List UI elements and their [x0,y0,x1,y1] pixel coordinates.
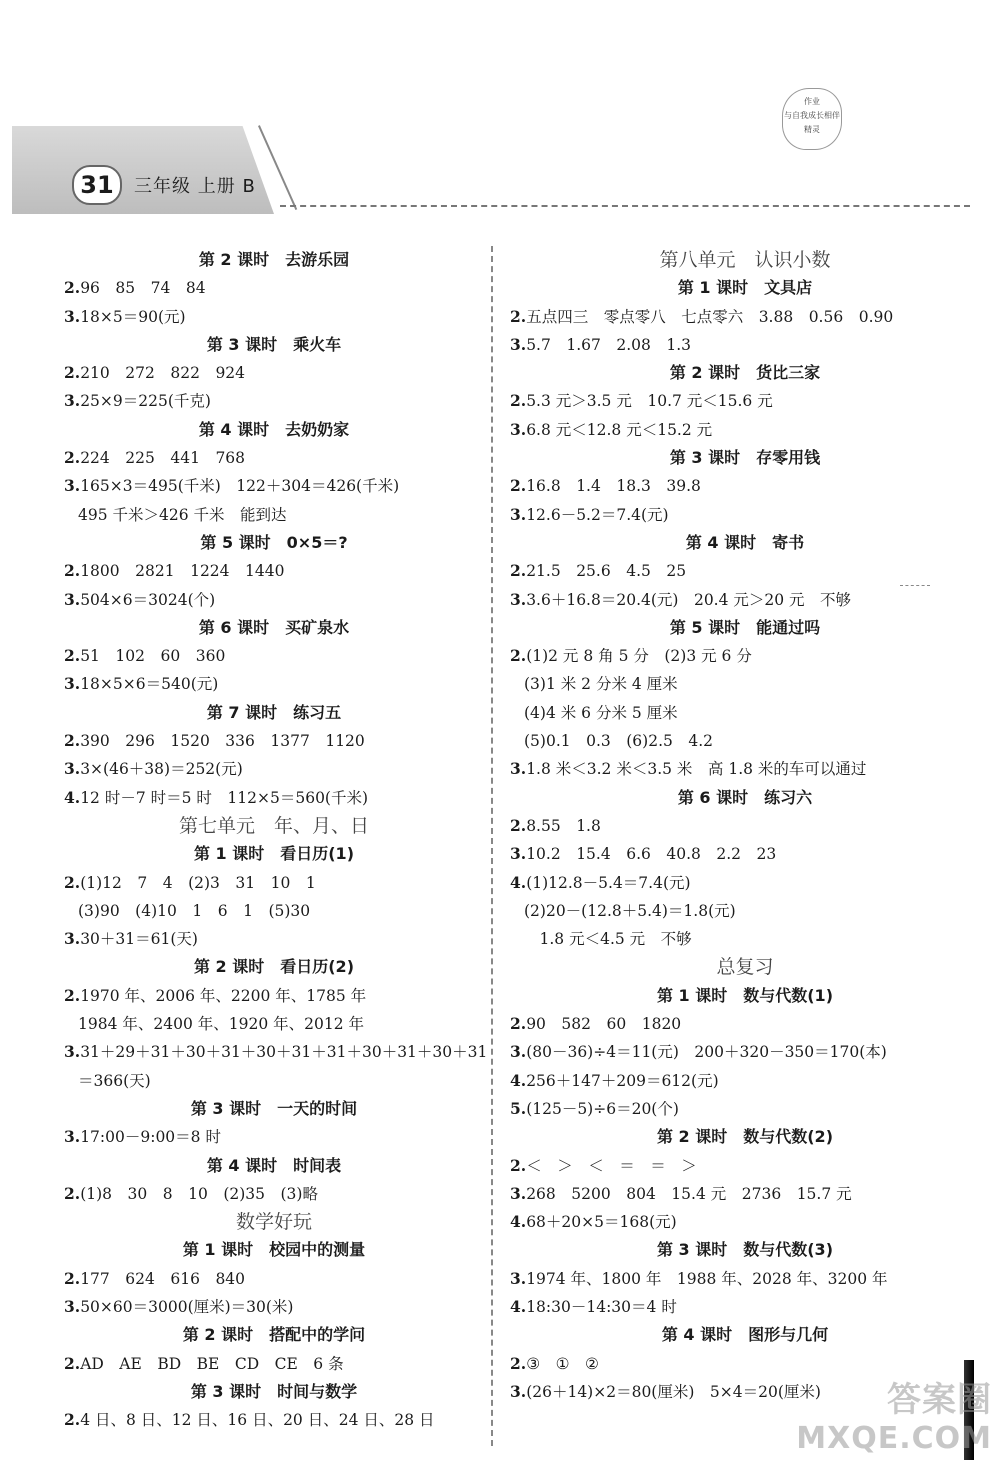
lesson-heading: 第 7 课时 练习五 [206,702,342,722]
lesson-heading: 第 3 课时 乘火车 [206,334,342,354]
answer-text: 504×6＝3024(个) [80,590,216,609]
book-title: 三年级 上册 B [134,176,256,197]
answer-line [510,586,980,614]
answer-text: 31＋29＋31＋30＋31＋30＋31＋31＋30＋31＋30＋31 [80,1043,488,1062]
question-number: 3. [510,1183,527,1203]
question-number: 2. [64,731,81,751]
lesson-heading: 第 2 课时 货比三家 [669,363,821,383]
answer-line [64,1038,488,1066]
answer-line [64,727,484,755]
answer-text: 17:00－9:00＝8 时 [80,1128,221,1147]
answer-text: ＜ ＞ ＜ ＝ ＝ ＞ [526,1156,697,1175]
lesson-heading: 第 3 课时 存零用钱 [669,448,821,468]
lesson-heading: 第 3 课时 时间与数学 [190,1381,358,1401]
answer-continuation: 1984 年、2400 年、1920 年、2012 年 [78,1015,364,1034]
answer-line [510,1180,980,1208]
answer-continuation: (3)90 (4)10 1 6 1 (5)30 [78,901,311,920]
lesson-heading: 第 1 课时 数与代数(1) [656,985,834,1005]
answer-text: 五点四三 零点零八 七点零六 3.88 0.56 0.90 [526,307,894,326]
column-divider [491,246,493,1446]
answer-line [510,755,980,783]
answer-line [64,274,484,302]
answer-text: 1970 年、2006 年、2200 年、1785 年 [80,986,367,1005]
answer-line [510,1265,980,1293]
stamp-line: 与自我成长相伴 [784,111,840,120]
answer-text: (80－36)÷4＝11(元) 200＋320－350＝170(本) [526,1043,887,1062]
answer-line [510,1095,980,1123]
answer-line [510,1293,980,1321]
lesson-heading: 第 1 课时 看日历(1) [193,844,355,864]
answer-line [510,1208,980,1236]
lesson-heading: 第 3 课时 数与代数(3) [656,1240,834,1260]
answer-line [510,1067,980,1095]
answer-text: 1.8 米＜3.2 米＜3.5 米 高 1.8 米的车可以通过 [526,760,867,779]
answer-line [64,303,484,331]
answer-line [510,303,980,331]
question-number: 3. [64,929,81,949]
answer-line [510,869,980,897]
answer-continuation: ＝366(天) [78,1071,151,1090]
answer-line [510,387,980,415]
unit-heading: 数学好玩 [235,1211,312,1234]
answer-text: ③ ① ② [526,1354,599,1373]
answer-line [64,472,484,500]
question-number: 2. [64,561,81,581]
header-dashed-line [280,205,970,207]
question-number: 4. [64,787,81,807]
answer-text: (26＋14)×2＝80(厘米) 5×4＝20(厘米) [526,1382,821,1401]
question-number: 4. [510,1070,527,1090]
lesson-heading: 第 1 课时 文具店 [677,278,813,298]
answer-text: 5.7 1.67 2.08 1.3 [526,335,692,354]
unit-heading: 第八单元 认识小数 [659,249,831,271]
answer-line [510,840,980,868]
question-number: 2. [510,1155,527,1175]
right-column [510,246,980,1406]
lesson-heading: 第 6 课时 练习六 [677,787,813,807]
answer-text: 210 272 822 924 [80,364,246,383]
answer-line [510,642,980,670]
answer-text: 256＋147＋209＝612(元) [526,1071,719,1090]
answer-text: 5.3 元＞3.5 元 10.7 元＜15.6 元 [526,392,773,411]
answer-text: 96 85 74 84 [80,279,206,298]
header-band [12,126,274,214]
question-number: 2. [64,448,81,468]
answer-text: 21.5 25.6 4.5 25 [526,562,687,581]
answer-line [64,642,484,670]
question-number: 3. [510,1042,527,1062]
watermark-title: 答案圈 [887,1380,992,1420]
answer-text: AD AE BD BE CD CE 6 条 [80,1354,344,1373]
answer-line [510,812,980,840]
answer-continuation: (4)4 米 6 分米 5 厘米 [524,703,678,722]
answer-line [64,586,484,614]
answer-continuation: 1.8 元＜4.5 元 不够 [524,930,692,949]
answer-line [64,1406,484,1434]
lesson-heading: 第 2 课时 看日历(2) [193,957,355,977]
lesson-heading: 第 2 课时 搭配中的学问 [182,1325,366,1345]
answer-line [64,982,484,1010]
lesson-heading: 第 2 课时 数与代数(2) [656,1127,834,1147]
answer-text: 18×5×6＝540(元) [80,675,219,694]
unit-heading: 总复习 [716,956,774,979]
question-number: 2. [510,646,527,666]
question-number: 3. [64,759,81,779]
question-number: 3. [510,844,527,864]
lesson-heading: 第 4 课时 去奶奶家 [198,419,350,439]
question-number: 3. [64,1296,81,1316]
answer-line [64,444,484,472]
answer-line [64,1293,484,1321]
stamp-line: 作业 [804,97,820,106]
question-number: 2. [510,476,527,496]
answer-text: 390 296 1520 336 1377 1120 [80,732,365,751]
question-number: 3. [510,334,527,354]
question-number: 2. [64,1410,81,1430]
answer-text: 12.6－5.2＝7.4(元) [526,505,669,524]
question-number: 2. [64,872,81,892]
answer-line [64,359,484,387]
answer-text: 90 582 60 1820 [526,1015,682,1034]
answer-line [64,784,484,812]
stamp-line: 精灵 [804,125,820,134]
question-number: 3. [510,1268,527,1288]
lesson-heading: 第 3 课时 一天的时间 [190,1098,358,1118]
question-number: 2. [64,985,81,1005]
answer-text: 12 时－7 时＝5 时 112×5＝560(千米) [80,788,369,807]
question-number: 2. [510,306,527,326]
answer-line [64,869,484,897]
answer-text: 1974 年、1800 年 1988 年、2028 年、3200 年 [526,1269,888,1288]
answer-line [510,331,980,359]
question-number: 3. [64,306,81,326]
answer-line [510,1038,980,1066]
answer-text: 50×60＝3000(厘米)＝30(米) [80,1297,294,1316]
answer-text: 18×5＝90(元) [80,307,186,326]
question-number: 3. [64,1127,81,1147]
answer-text: 10.2 15.4 6.6 40.8 2.2 23 [526,845,777,864]
answer-continuation: 495 千米＞426 千米 能到达 [78,505,287,524]
answer-line [510,557,980,585]
question-number: 3. [64,589,81,609]
answer-text: 165×3＝495(千米) 122＋304＝426(千米) [80,477,400,496]
question-number: 2. [64,1268,81,1288]
answer-line [510,1010,980,1038]
lesson-heading: 第 5 课时 0×5＝? [200,532,348,552]
question-number: 2. [64,1183,81,1203]
watermark [796,1372,992,1456]
answer-text: (1)12.8－5.4＝7.4(元) [526,873,691,892]
question-number: 2. [64,1353,81,1373]
answer-line [64,670,484,698]
answer-text: 16.8 1.4 18.3 39.8 [526,477,701,496]
left-column [64,246,488,1434]
question-number: 3. [64,391,81,411]
question-number: 2. [510,1353,527,1373]
answer-line [510,472,980,500]
lesson-heading: 第 4 课时 寄书 [685,532,805,552]
answer-line [64,387,484,415]
answer-line [64,1265,484,1293]
question-number: 3. [510,419,527,439]
answer-text: 8.55 1.8 [526,816,601,835]
question-number: 2. [64,646,81,666]
answer-text: 1800 2821 1224 1440 [80,562,285,581]
answer-line [64,925,484,953]
answer-continuation: (5)0.1 0.3 (6)2.5 4.2 [524,732,714,751]
answer-line [64,1180,484,1208]
lesson-heading: 第 1 课时 校园中的测量 [182,1240,366,1260]
question-number: 3. [64,674,81,694]
answer-text: 68＋20×5＝168(元) [526,1213,677,1232]
lesson-heading: 第 5 课时 能通过吗 [669,617,821,637]
lesson-heading: 第 4 课时 时间表 [206,1155,342,1175]
answer-text: 51 102 60 360 [80,647,226,666]
answer-continuation: (3)1 米 2 分米 4 厘米 [524,675,678,694]
answer-text: 4 日、8 日、12 日、16 日、20 日、24 日、28 日 [80,1411,435,1430]
answer-text: (1)12 7 4 (2)3 31 10 1 [80,873,316,892]
answer-line [64,1350,484,1378]
question-number: 2. [510,1014,527,1034]
answer-text: (1)8 30 8 10 (2)35 (3)略 [80,1184,318,1203]
question-number: 3. [510,759,527,779]
answer-text: 3.6＋16.8＝20.4(元) 20.4 元＞20 元 不够 [526,590,852,609]
answer-line [510,501,980,529]
answer-text: 6.8 元＜12.8 元＜15.2 元 [526,420,713,439]
question-number: 4. [510,1296,527,1316]
question-number: 2. [510,391,527,411]
lesson-heading: 第 6 课时 买矿泉水 [198,617,350,637]
answer-line [64,557,484,585]
watermark-url: MXQE.COM [796,1421,992,1456]
publisher-stamp [782,88,842,150]
lesson-heading: 第 4 课时 图形与几何 [661,1325,829,1345]
question-number: 3. [510,1381,527,1401]
answer-text: (125－5)÷6＝20(个) [526,1099,679,1118]
answer-line [510,416,980,444]
question-number: 5. [510,1098,527,1118]
answer-line [510,1152,980,1180]
lesson-heading: 第 2 课时 去游乐园 [198,250,350,269]
question-number: 2. [64,363,81,383]
question-number: 2. [64,278,81,298]
answer-text: 18:30－14:30＝4 时 [526,1297,677,1316]
answer-continuation: (2)20－(12.8＋5.4)＝1.8(元) [524,901,736,920]
question-number: 3. [510,589,527,609]
answer-text: (1)2 元 8 角 5 分 (2)3 元 6 分 [526,647,752,666]
unit-heading: 第七单元 年、月、日 [178,814,369,837]
answer-text: 3×(46＋38)＝252(元) [80,760,243,779]
question-number: 4. [510,872,527,892]
answer-line [64,1123,484,1151]
question-number: 4. [510,1212,527,1232]
answer-line [64,755,484,783]
answer-text: 224 225 441 768 [80,449,246,468]
question-number: 3. [64,476,81,496]
question-number: 3. [510,504,527,524]
answer-text: 30＋31＝61(天) [80,930,198,949]
answer-text: 177 624 616 840 [80,1269,246,1288]
answer-text: 268 5200 804 15.4 元 2736 15.7 元 [526,1184,852,1203]
page-number: 31 [72,165,122,205]
question-number: 2. [510,561,527,581]
question-number: 3. [64,1042,81,1062]
answer-text: 25×9＝225(千克) [80,392,211,411]
question-number: 2. [510,815,527,835]
